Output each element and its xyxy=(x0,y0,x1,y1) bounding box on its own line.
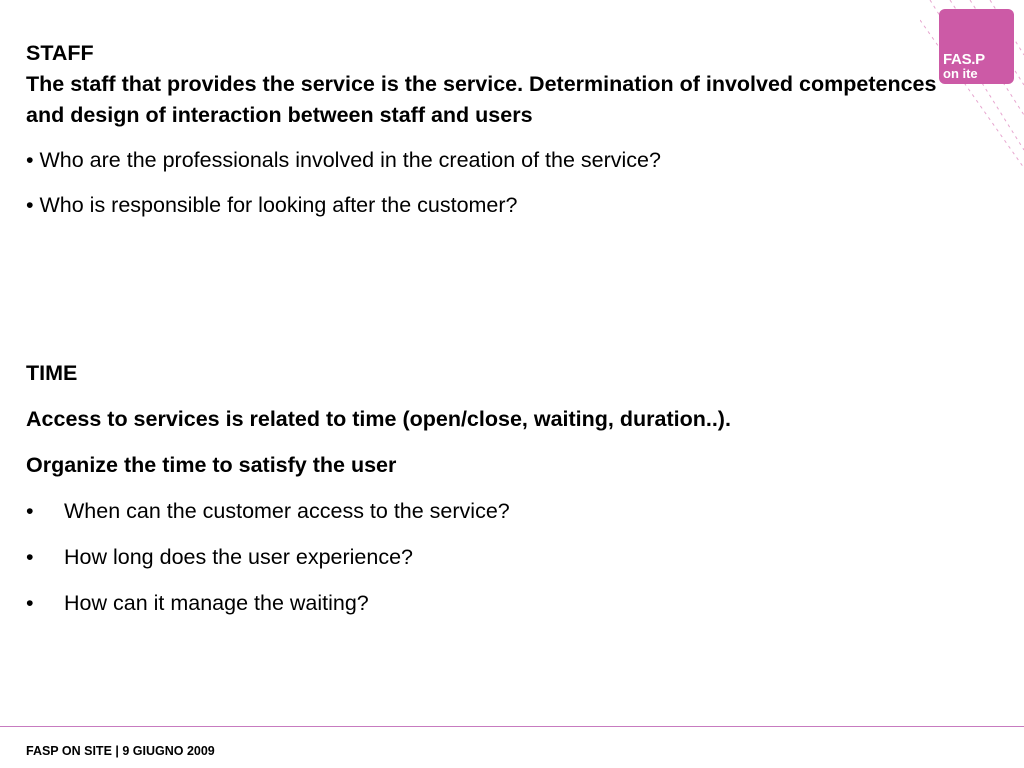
logo-line-2: on ite xyxy=(943,66,978,81)
time-bullet-3 xyxy=(26,588,956,619)
time-bullet-2 xyxy=(26,542,956,573)
time-bullet-text: How can it manage the waiting? xyxy=(64,591,369,615)
bullet-dot: • xyxy=(26,591,34,615)
staff-bullet-2: • Who is responsible for looking after the customer? xyxy=(26,193,518,217)
staff-bullet-1: • Who are the professionals involved in the creation of the service? xyxy=(26,148,661,172)
staff-heading: STAFF xyxy=(26,41,94,65)
time-bullet-text: When can the customer access to the service? xyxy=(64,499,510,523)
time-heading: TIME xyxy=(26,361,78,385)
time-line-2: Organize the time to satisfy the user xyxy=(26,453,397,477)
time-section xyxy=(26,358,956,619)
time-line-1: Access to services is related to time (open/close, waiting, duration..). xyxy=(26,407,731,431)
logo-line-1: FAS.P xyxy=(943,51,985,68)
bullet-dot: • xyxy=(26,545,34,569)
staff-subheading: The staff that provides the service is the service. Determination of involved competences and design of interaction between staff and users xyxy=(26,72,937,127)
staff-section xyxy=(26,38,956,221)
time-bullet-1 xyxy=(26,496,956,527)
bullet-dot: • xyxy=(26,499,34,523)
time-bullet-text: How long does the user experience? xyxy=(64,545,413,569)
footer-text: FASP ON SITE | 9 GIUGNO 2009 xyxy=(26,744,215,758)
footer-divider xyxy=(0,726,1024,727)
